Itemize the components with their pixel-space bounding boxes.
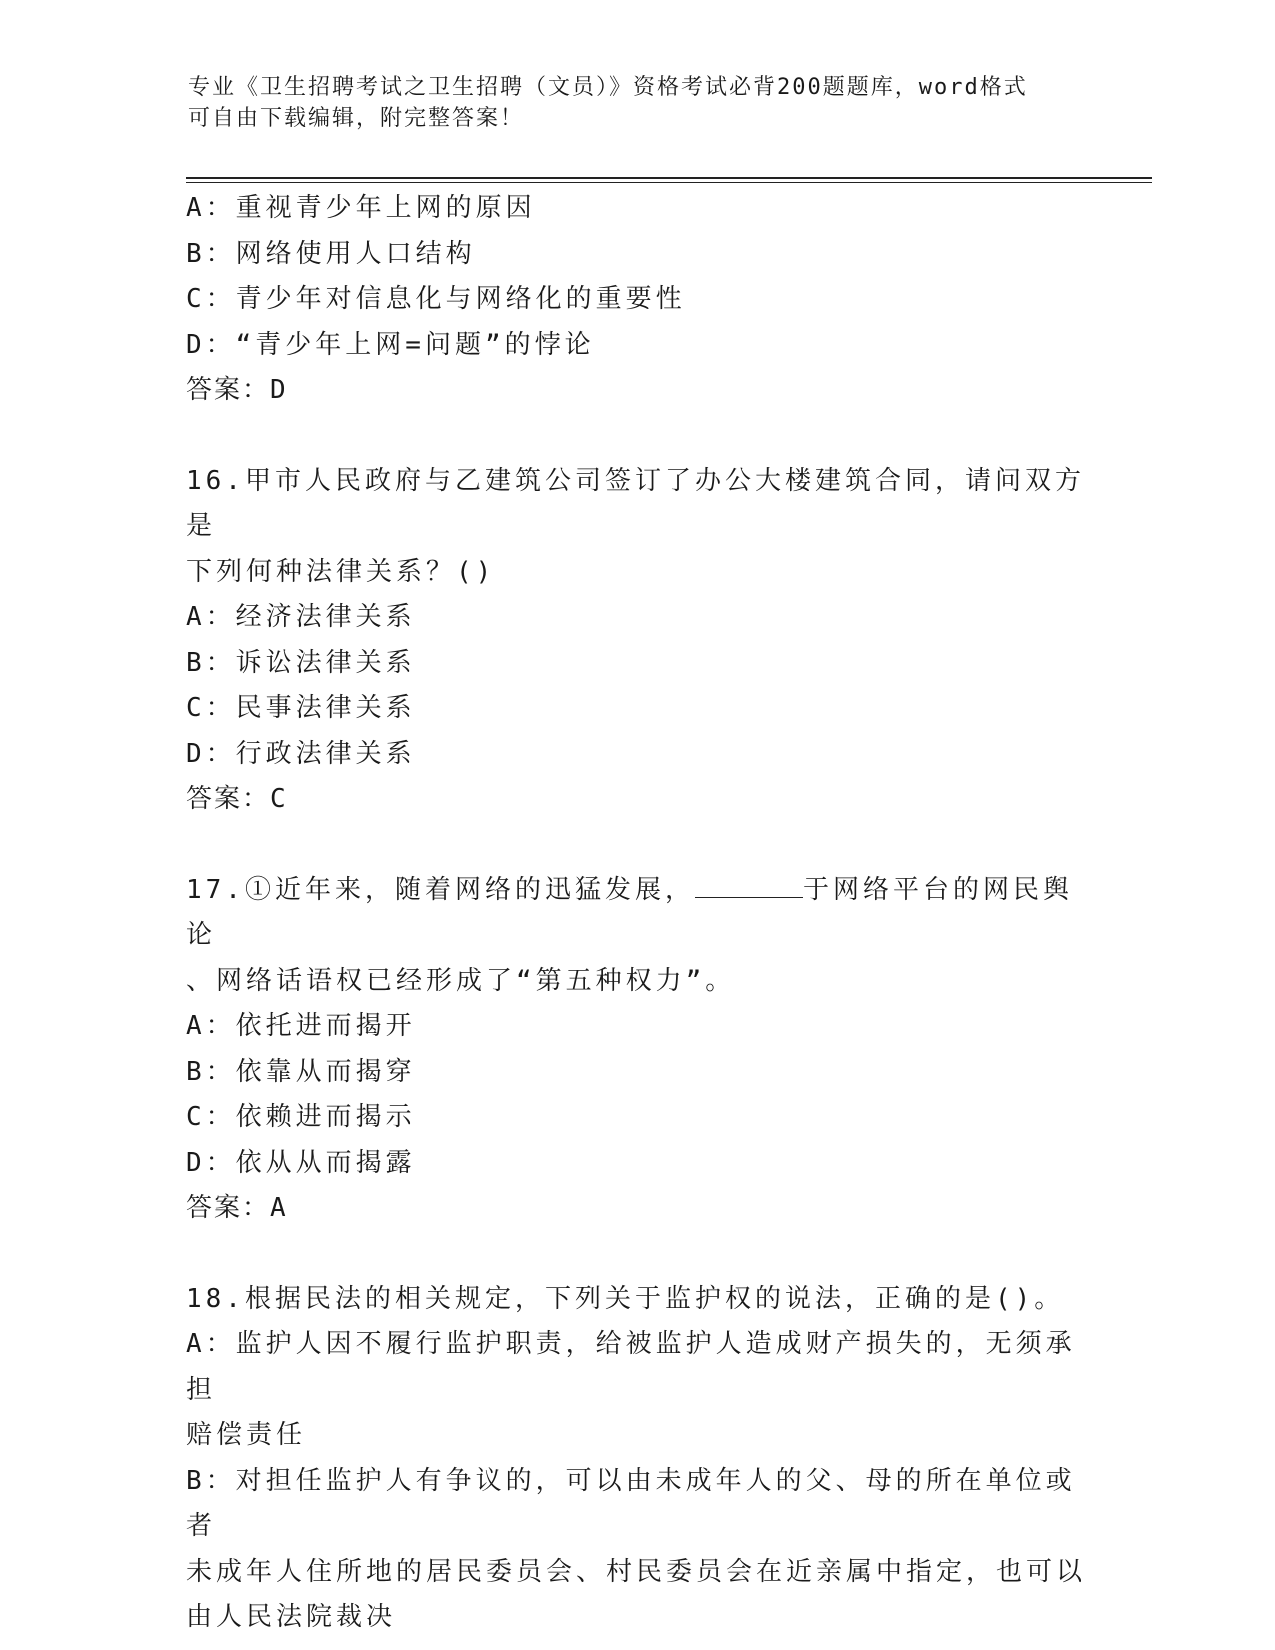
option-a-line-2: 赔偿责任 xyxy=(186,1420,307,1450)
question-stem-line-1 xyxy=(186,868,1086,959)
answer-label: 答案： xyxy=(186,1193,271,1223)
option-b-line-3: 由人民法院裁决 xyxy=(186,1602,397,1632)
question-spacer xyxy=(186,823,1086,868)
answer-label: 答案： xyxy=(186,784,271,814)
answer-label: 答案： xyxy=(186,375,271,405)
option-b-line-1: B：对担任监护人有争议的，可以由未成年人的父、母的所在单位或者 xyxy=(186,1465,1076,1541)
option-a-line-1: A：监护人因不履行监护职责，给被监护人造成财产损失的，无须承担 xyxy=(186,1329,1076,1405)
answer-value: C xyxy=(270,784,290,814)
question-stem: 18.根据民法的相关规定，下列关于监护权的说法，正确的是()。 xyxy=(186,1283,1065,1314)
question-stem-line-2: 下列何种法律关系？() xyxy=(186,556,496,587)
question-17 xyxy=(186,868,1086,1232)
header-title-line-1: 专业《卫生招聘考试之卫生招聘（文员）》资格考试必背200题题库，word格式 xyxy=(188,75,1028,100)
answer-value: D xyxy=(270,375,290,405)
option-a: A：重视青少年上网的原因 xyxy=(186,193,536,223)
fill-in-blank xyxy=(695,875,803,898)
answer-line xyxy=(186,777,1086,823)
option-b: B：诉讼法律关系 xyxy=(186,647,416,678)
document-header xyxy=(188,72,1068,134)
option-d: D：“青少年上网=问题”的悖论 xyxy=(186,329,595,360)
question-stem-line-1: 16.甲市人民政府与乙建筑公司签订了办公大楼建筑合同，请问双方是 xyxy=(186,465,1085,541)
question-spacer xyxy=(186,414,1086,459)
question-stem-line-2: 、网络话语权已经形成了“第五种权力”。 xyxy=(186,965,736,996)
answer-line xyxy=(186,1186,1086,1232)
question-18 xyxy=(186,1277,1086,1641)
stem-text-after-blank: 于网络平台的网民舆论 xyxy=(186,874,1073,950)
option-c: C：依赖进而揭示 xyxy=(186,1102,416,1132)
option-d: D：依从从而揭露 xyxy=(186,1147,416,1178)
answer-line xyxy=(186,368,1086,414)
option-a: A：经济法律关系 xyxy=(186,602,416,632)
header-divider-thin xyxy=(186,182,1152,183)
option-c: C：青少年对信息化与网络化的重要性 xyxy=(186,284,686,314)
header-title-line-2: 可自由下载编辑，附完整答案！ xyxy=(188,106,525,131)
question-15 xyxy=(186,186,1086,414)
option-b-line-2: 未成年人住所地的居民委员会、村民委员会在近亲属中指定，也可以 xyxy=(186,1556,1087,1587)
header-divider-thick xyxy=(186,177,1152,179)
option-b: B：依靠从而揭穿 xyxy=(186,1056,416,1087)
option-b: B：网络使用人口结构 xyxy=(186,238,476,269)
question-spacer xyxy=(186,1232,1086,1277)
question-16 xyxy=(186,459,1086,823)
option-c: C：民事法律关系 xyxy=(186,693,416,723)
option-a: A：依托进而揭开 xyxy=(186,1011,416,1041)
option-d: D：行政法律关系 xyxy=(186,738,416,769)
answer-value: A xyxy=(270,1193,290,1223)
question-list xyxy=(186,186,1086,1641)
stem-text-before-blank: 17.①近年来，随着网络的迅猛发展， xyxy=(186,874,695,905)
